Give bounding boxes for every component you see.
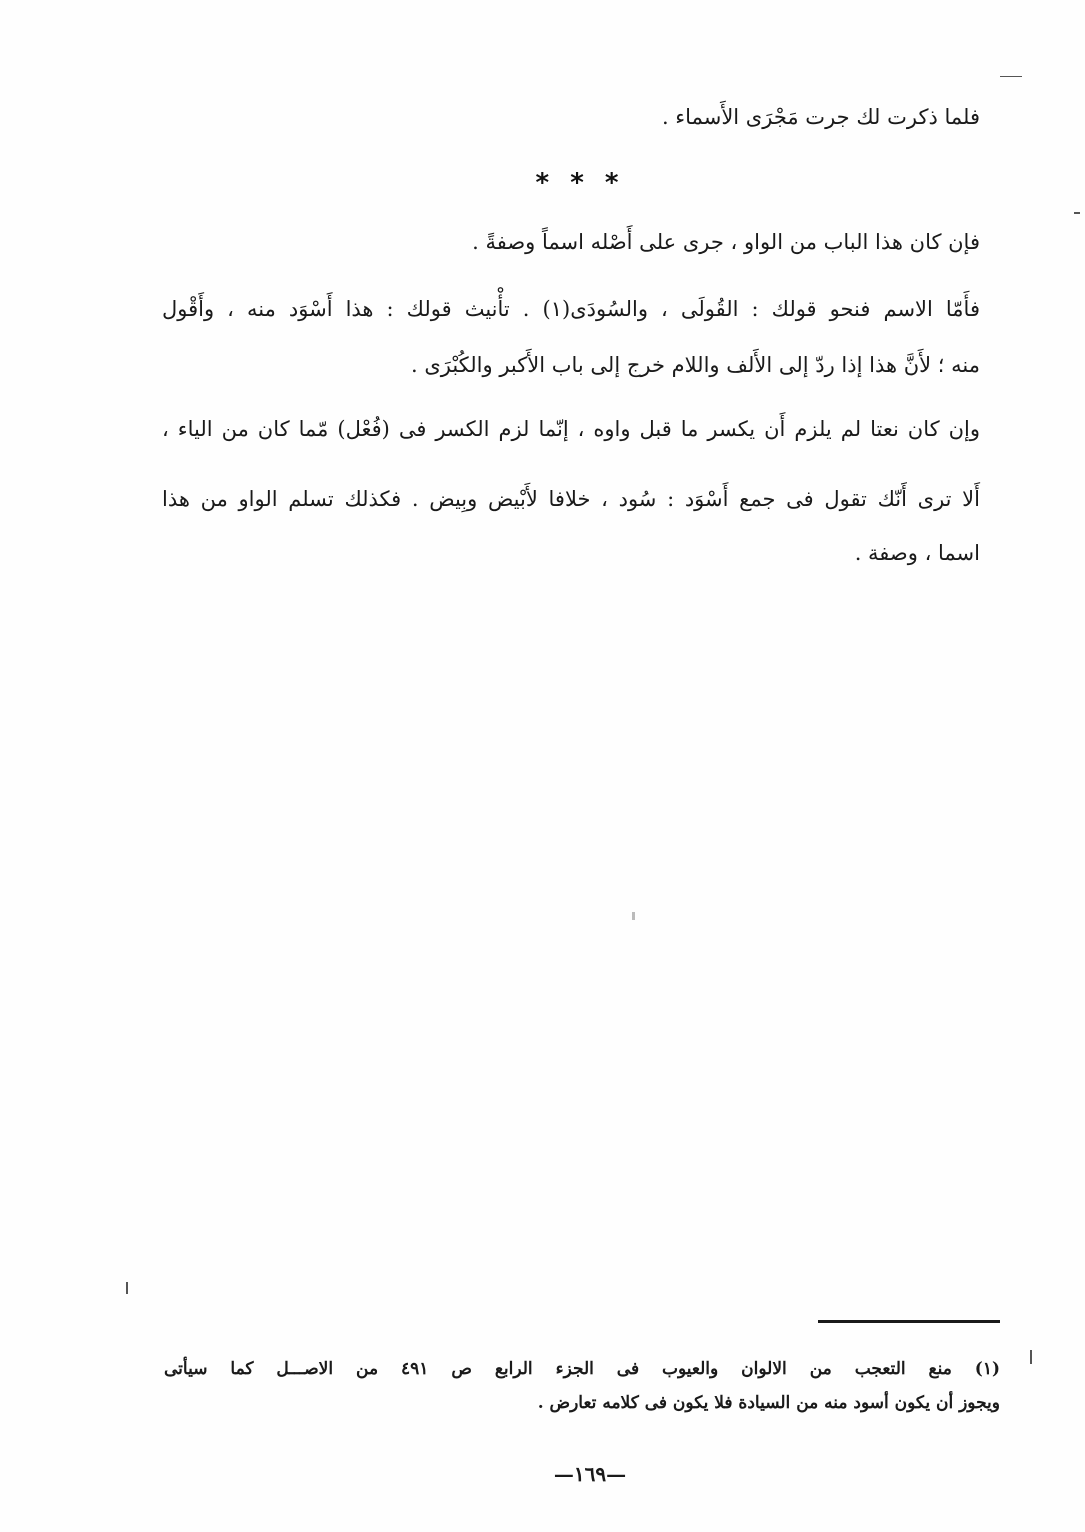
footnote-rule	[818, 1320, 1000, 1323]
text-line-1: فلما ذكرت لك جرت مَجْرَى الأَسماء .	[661, 105, 980, 129]
footnote-line-2: ويجوز أن يكون أسود منه من السيادة فلا يكون فى كلامه تعارض .	[537, 1393, 1000, 1413]
scan-speck	[1030, 1350, 1032, 1364]
scan-speck	[1074, 212, 1080, 214]
text-line-4: منه ؛ لأَنَّ هذا إذا ردّ إلى الأَلف واللام خرج إلى باب الأَكبر والكُبْرَى .	[410, 353, 980, 377]
text-line-5: وإن كان نعتا لم يلزم أَن يكسر ما قبل واوه ، إنّما لزم الكسر فى (فُعْل) مّما كان من الياء ،	[162, 417, 980, 441]
page-number: —١٦٩—	[553, 1462, 627, 1486]
scan-speck	[126, 1282, 128, 1294]
section-separator: * * *	[535, 168, 625, 198]
text-line-7: اسما ، وصفة .	[854, 541, 980, 565]
footnote-line-1: (١) منع التعجب من الالوان والعيوب فى الجزء الرابع ص ٤٩١ من الاصـــل كما سيأتى	[164, 1359, 1000, 1379]
scan-speck	[632, 912, 635, 920]
text-line-6: أَلا ترى أَنّك تقول فى جمع أَسْوَد : سُود ، خلافا لأَبْيض وبِيض . فكذلك تسلم الواو من هذا	[162, 487, 980, 511]
scan-speck	[1000, 76, 1022, 77]
text-line-2: فإن كان هذا الباب من الواو ، جرى على أَصْله اسماً وصفةً .	[472, 230, 980, 254]
text-line-3: فأَمّا الاسم فنحو قولك : القُولَى ، والسُودَى(١) . تأْنيث قولك : هذا أَسْوَد منه ، وأَقْول	[162, 297, 980, 321]
